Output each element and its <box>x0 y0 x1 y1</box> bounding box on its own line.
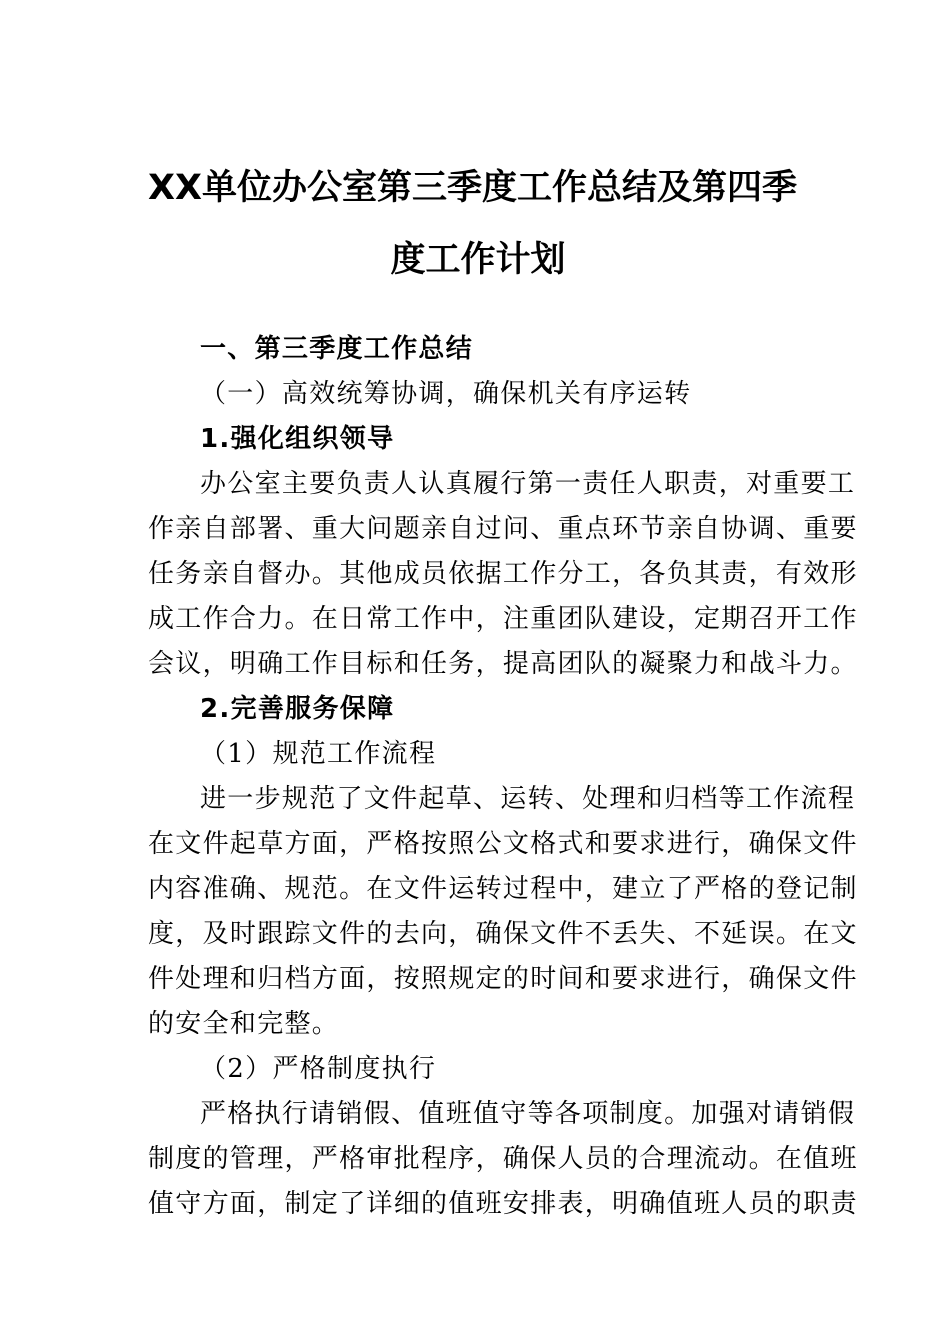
paragraph-line: 成工作合力。在日常工作中，注重团队建设，定期召开工作 <box>148 604 858 634</box>
subsection-heading: （一）高效统筹协调，确保机关有序运转 <box>200 379 692 409</box>
paragraph <box>148 462 858 687</box>
paragraph-line: 件处理和归档方面，按照规定的时间和要求进行，确保文件 <box>148 964 858 994</box>
paragraph-line: 度，及时跟踪文件的去向，确保文件不丢失、不延误。在文 <box>148 919 858 949</box>
paragraph-line: 任务亲自督办。其他成员依据工作分工，各负其责，有效形 <box>148 559 858 589</box>
paragraph-line: 在文件起草方面，严格按照公文格式和要求进行，确保文件 <box>148 829 858 859</box>
paragraph-line: 进一步规范了文件起草、运转、处理和归档等工作流程 <box>200 784 856 814</box>
paragraph-line: 的安全和完整。 <box>148 1009 340 1039</box>
paragraph <box>148 1092 858 1227</box>
paragraph-line: 内容准确、规范。在文件运转过程中，建立了严格的登记制 <box>148 874 858 904</box>
paragraph-line: 会议，明确工作目标和任务，提高团队的凝聚力和战斗力。 <box>148 649 858 679</box>
document-title <box>148 152 808 296</box>
section-heading: 一、第三季度工作总结 <box>200 334 474 364</box>
document-body <box>148 327 858 1227</box>
item-heading: 2.完善服务保障 <box>200 694 395 724</box>
sub-item-heading: （1）规范工作流程 <box>200 739 437 769</box>
item-heading: 1.强化组织领导 <box>200 424 395 454</box>
paragraph-line: 办公室主要负责人认真履行第一责任人职责，对重要工 <box>200 469 856 499</box>
paragraph <box>148 777 858 1047</box>
paragraph-line: 制度的管理，严格审批程序，确保人员的合理流动。在值班 <box>148 1144 858 1174</box>
paragraph-line: 严格执行请销假、值班值守等各项制度。加强对请销假 <box>200 1099 856 1129</box>
title-line-2: 度工作计划 <box>390 240 566 280</box>
paragraph-line: 值守方面，制定了详细的值班安排表，明确值班人员的职责 <box>148 1189 858 1219</box>
sub-item-heading: （2）严格制度执行 <box>200 1054 437 1084</box>
paragraph-line: 作亲自部署、重大问题亲自过问、重点环节亲自协调、重要 <box>148 514 858 544</box>
title-line-1: XX单位办公室第三季度工作总结及第四季 <box>148 168 797 208</box>
